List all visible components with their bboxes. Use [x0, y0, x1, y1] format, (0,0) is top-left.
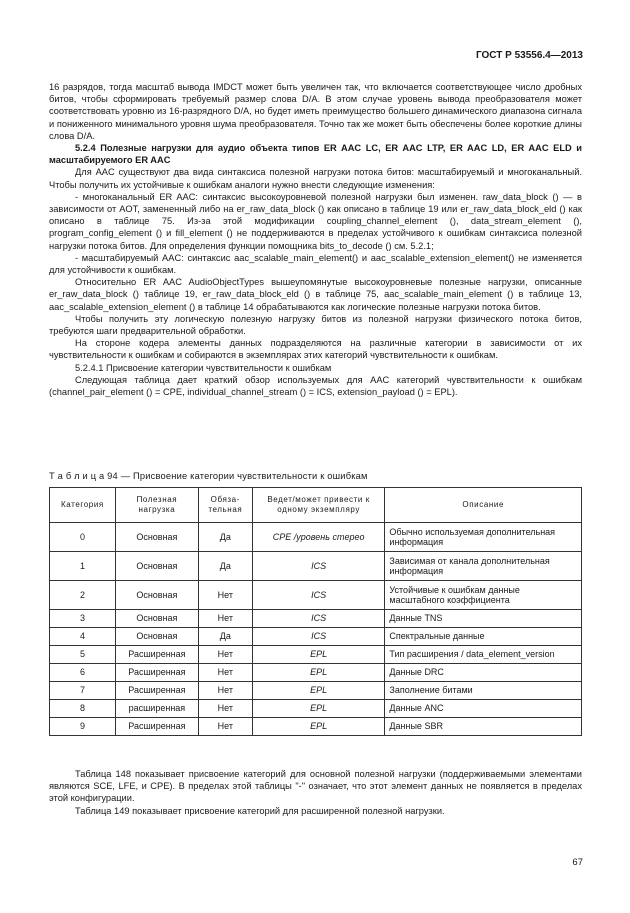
table-row	[50, 552, 582, 581]
table-header-row	[50, 488, 582, 523]
table-row	[50, 523, 582, 552]
table-row	[50, 700, 582, 718]
cell-description: Спектральные данные	[385, 628, 582, 646]
cell-description: Обычно используемая дополнительная информация	[385, 523, 582, 552]
paragraph-table-intro: Следующая таблица дает краткий обзор используемых для AAC категорий чувствительности к ошибкам (channel_pair_element () = CPE, individual_channel_stream () = ICS, extension_payload () = EPL).	[49, 374, 582, 398]
paragraph-imdct: 16 разрядов, тогда масштаб вывода IMDCT может быть увеличен так, что включается соответствующее число дробных битов, чтобы сформировать требуемый размер слова D/A. В этом случае уровень вывода преобразователя может соответствовать уровню из 16-разрядного D/A, но будет иметь преимущество большего динамического диапазона сигнала и пониженного минимального уровня шума преобразователя. Точно так же может быть обеспечены более короткие длины слова D/A.	[49, 82, 582, 141]
cell-mandatory: Нет	[198, 682, 252, 700]
cell-category: 3	[50, 610, 116, 628]
cell-instance: EPL	[252, 682, 385, 700]
cell-mandatory: Да	[198, 628, 252, 646]
cell-description: Данные DRC	[385, 664, 582, 682]
paragraph-encoder-side: На стороне кодера элементы данных подразделяются на различные категории в зависимости от их чувствительности к ошибкам и собираются в экземплярах этих категорий чувствительности к ошибкам.	[49, 338, 582, 361]
cell-payload: Основная	[115, 610, 198, 628]
cell-category: 0	[50, 523, 116, 552]
cell-instance: EPL	[252, 664, 385, 682]
cell-mandatory: Нет	[198, 581, 252, 610]
cell-payload: Основная	[115, 628, 198, 646]
column-header-mandatory: Обяза-тельная	[198, 488, 252, 523]
cell-mandatory: Нет	[198, 718, 252, 736]
subsection-heading-5-2-4-1: 5.2.4.1 Присвоение категории чувствительности к ошибкам	[75, 362, 332, 373]
cell-description: Данные ANC	[385, 700, 582, 718]
column-header-instance: Ведет/может привести к одному экземпляру	[252, 488, 385, 523]
table-row	[50, 718, 582, 736]
cell-category: 1	[50, 552, 116, 581]
section-heading-5-2-4: 5.2.4 Полезные нагрузки для аудио объекта типов ER AAC LC, ER AAC LTP, ER AAC LD, ER AAC ELD и масштабируемого ER AAC	[49, 143, 582, 166]
cell-payload: расширенная	[115, 700, 198, 718]
cell-description: Данные SBR	[385, 718, 582, 736]
cell-instance: ICS	[252, 581, 385, 610]
cell-instance: EPL	[252, 718, 385, 736]
paragraph-table-148: Таблица 148 показывает присвоение категорий для основной полезной нагрузки (поддерживаемыми элементами являются SCE, LFE, и CPE). В пределах этой таблицы "-" означает, что этот элемент данных не появляется в пределах этой конфигурации.	[49, 769, 582, 804]
cell-description: Тип расширения / data_element_version	[385, 646, 582, 664]
paragraph-aac-syntax: Для AAC существуют два вида синтаксиса полезной нагрузки потока битов: масштабируемый и многоканальный. Чтобы получить их устойчивые к ошибкам аналоги нужно внести следующие изменения:	[49, 167, 582, 190]
standard-header: ГОСТ Р 53556.4—2013	[475, 50, 583, 61]
cell-description: Заполнение битами	[385, 682, 582, 700]
paragraph-multichannel: - многоканальный ER AAC: синтаксис высокоуровневой полезной нагрузки был изменен. raw_data_block () — в зависимости от AOT, замененный либо на er_raw_data_block () как описано в таблице 19 или er_raw_data_block_eld () как описано в таблице 75. Из-за этой модификации coupling_channel_element (), data_stream_element (), program_config_element () и fill_element () не поддерживаются в пределах устойчивого к ошибкам синтаксиса полезной нагрузки потока битов. Для определения функции помощника bits_to_decode () см. 5.2.1;	[49, 191, 582, 251]
cell-payload: Основная	[115, 552, 198, 581]
cell-payload: Расширенная	[115, 718, 198, 736]
cell-description: Данные TNS	[385, 610, 582, 628]
cell-mandatory: Нет	[198, 610, 252, 628]
paragraph-logical-payload: Чтобы получить эту логическую полезную нагрузку битов из полезной нагрузки физического потока битов, требуются шаги предварительной обработки.	[49, 313, 582, 337]
column-header-category: Категория	[50, 488, 116, 523]
table-row	[50, 646, 582, 664]
cell-description: Устойчивые к ошибкам данные масштабного коэффициента	[385, 581, 582, 610]
cell-category: 8	[50, 700, 116, 718]
cell-category: 5	[50, 646, 116, 664]
table-caption: Т а б л и ц а 94 — Присвоение категории чувствительности к ошибкам	[49, 471, 368, 481]
table-row	[50, 628, 582, 646]
paragraph-object-types: Относительно ER AAC AudioObjectTypes вышеупомянутые высокоуровневые полезные нагрузки, описанные er_raw_data_block () таблице 19, er_raw_data_block_eld () в таблице 75, aac_scalable_main_element () в таблице 13, aac_scalable_extension_element () в таблице 14 обрабатываются как логические полезные нагрузки потока битов.	[49, 277, 582, 312]
table-row	[50, 610, 582, 628]
cell-category: 7	[50, 682, 116, 700]
cell-mandatory: Нет	[198, 700, 252, 718]
sensitivity-category-table	[49, 487, 582, 736]
cell-instance: ICS	[252, 552, 385, 581]
paragraph-table-149: Таблица 149 показывает присвоение категорий для расширенной полезной нагрузки.	[75, 805, 445, 816]
cell-instance: EPL	[252, 646, 385, 664]
cell-mandatory: Да	[198, 523, 252, 552]
cell-category: 9	[50, 718, 116, 736]
table-row	[50, 581, 582, 610]
cell-payload: Расширенная	[115, 682, 198, 700]
cell-description: Зависимая от канала дополнительная информация	[385, 552, 582, 581]
cell-category: 6	[50, 664, 116, 682]
cell-instance: CPE /уровень стерео	[252, 523, 385, 552]
table-row	[50, 664, 582, 682]
cell-instance: EPL	[252, 700, 385, 718]
paragraph-scalable: - масштабируемый AAC: синтаксис aac_scalable_main_element() и aac_scalable_extension_element() не изменяется для устойчивости к ошибкам.	[49, 252, 582, 276]
body-text-bottom	[49, 768, 582, 817]
column-header-payload: Полезная нагрузка	[115, 488, 198, 523]
cell-instance: ICS	[252, 610, 385, 628]
cell-mandatory: Нет	[198, 646, 252, 664]
table-row	[50, 682, 582, 700]
cell-mandatory: Нет	[198, 664, 252, 682]
page-number: 67	[572, 857, 583, 868]
cell-payload: Основная	[115, 581, 198, 610]
body-text-top	[49, 81, 582, 398]
cell-payload: Расширенная	[115, 664, 198, 682]
cell-instance: ICS	[252, 628, 385, 646]
cell-payload: Расширенная	[115, 646, 198, 664]
cell-category: 2	[50, 581, 116, 610]
cell-mandatory: Да	[198, 552, 252, 581]
column-header-description: Описание	[385, 488, 582, 523]
cell-category: 4	[50, 628, 116, 646]
cell-payload: Основная	[115, 523, 198, 552]
